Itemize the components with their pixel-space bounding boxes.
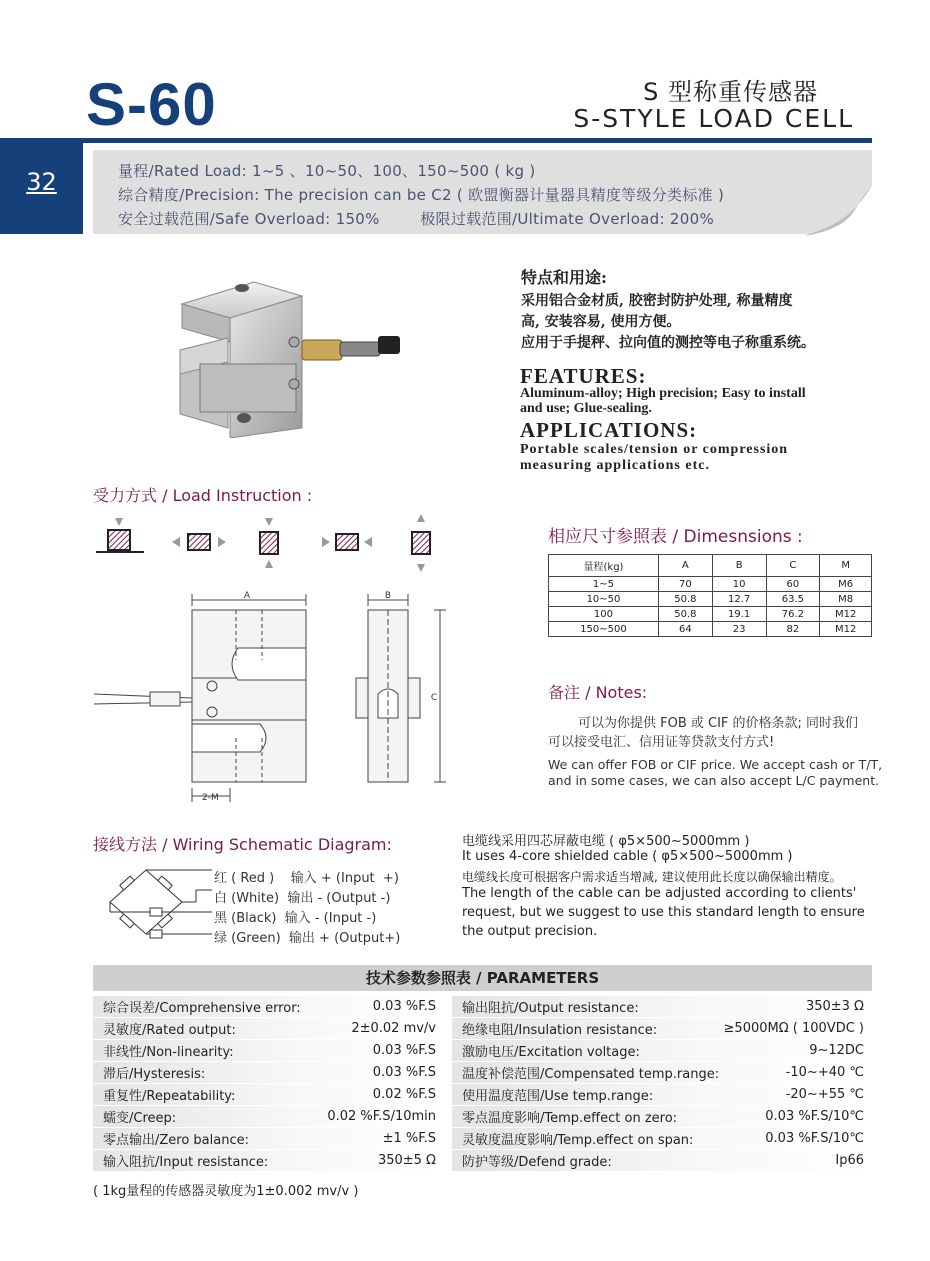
model-title: S-60: [86, 71, 217, 138]
parameter-row: [93, 1128, 444, 1150]
table-cell: M12: [820, 607, 872, 622]
parameter-row: [452, 1150, 872, 1172]
parameter-value: -10~+40 ℃: [785, 1065, 864, 1080]
dimension-label-a: A: [243, 591, 251, 601]
parameter-label: 输入阻抗/Input resistance:: [103, 1155, 269, 1170]
table-cell: 12.7: [712, 592, 766, 607]
notes-en-line: and in some cases, we can also accept L/C payment.: [548, 773, 880, 788]
notes-cn-line: 可以为你提供 FOB 或 CIF 的价格条款; 同时我们: [578, 716, 859, 731]
parameter-value: 350±5 Ω: [377, 1153, 436, 1168]
parameter-value: 0.03 %F.S: [372, 999, 436, 1014]
parameter-value: 9~12DC: [809, 1043, 864, 1058]
dimension-label-2m: 2-M: [202, 793, 219, 803]
parameter-label: 输出阻抗/Output resistance:: [462, 1001, 639, 1016]
parameter-label: 使用温度范围/Use temp.range:: [462, 1089, 654, 1104]
notes-caption: 备注 / Notes:: [548, 683, 648, 702]
parameter-row: [93, 1084, 444, 1106]
load-instruction-caption: 受力方式 / Load Instruction :: [93, 486, 313, 505]
parameter-label: 灵敏度温度影响/Temp.effect on span:: [462, 1133, 694, 1148]
parameter-row: [93, 1062, 444, 1084]
table-row: [549, 577, 872, 592]
parameter-row: [452, 1062, 872, 1084]
features-line: and use; Glue-sealing.: [520, 401, 652, 416]
parameter-label: 绝缘电阻/Insulation resistance:: [462, 1023, 658, 1038]
parameter-row: [93, 1150, 444, 1172]
applications-line: measuring applications etc.: [520, 458, 710, 473]
parameter-row: [93, 996, 444, 1018]
table-header: B: [712, 555, 766, 577]
table-row: [549, 607, 872, 622]
features-line-cn: 应用于手提秤、拉向值的测控等电子称重系统。: [521, 335, 815, 351]
table-cell: 100: [549, 607, 659, 622]
table-cell: 19.1: [712, 607, 766, 622]
parameter-value: ±1 %F.S: [382, 1131, 436, 1146]
parameter-value: 0.02 %F.S/10min: [327, 1109, 436, 1124]
table-cell: 10: [712, 577, 766, 592]
applications-line: Portable scales/tension or compression: [520, 442, 789, 457]
table-cell: 10~50: [549, 592, 659, 607]
table-header: A: [658, 555, 712, 577]
table-cell: 63.5: [766, 592, 820, 607]
page-curl-decoration: [804, 186, 872, 236]
wiring-bridge-diagram: [100, 860, 212, 944]
table-row: [549, 592, 872, 607]
parameter-value: 0.03 %F.S/10℃: [765, 1109, 864, 1124]
table-cell: 60: [766, 577, 820, 592]
vertical-tension-icon: [412, 514, 430, 572]
parameter-label: 重复性/Repeatability:: [103, 1089, 236, 1104]
parameter-label: 灵敏度/Rated output:: [103, 1023, 236, 1038]
parameter-row: [452, 1084, 872, 1106]
table-cell: 64: [658, 622, 712, 637]
parameter-value: -20~+55 ℃: [785, 1087, 864, 1102]
parameter-label: 防护等级/Defend grade:: [462, 1155, 612, 1170]
table-cell: 82: [766, 622, 820, 637]
features-line-cn: 高, 安装容易, 使用方便。: [521, 314, 681, 330]
parameters-left-column: [93, 996, 444, 1172]
parameter-label: 蠕变/Creep:: [103, 1111, 177, 1126]
dimensions-table: [548, 554, 872, 637]
lateral-tension-icon: [172, 534, 226, 550]
parameter-row: [93, 1018, 444, 1040]
parameter-label: 非线性/Non-linearity:: [103, 1045, 234, 1060]
parameter-label: 零点温度影响/Temp.effect on zero:: [462, 1111, 678, 1126]
table-header-row: [549, 555, 872, 577]
product-title-en: S-STYLE LOAD CELL: [573, 104, 854, 133]
parameter-label: 综合误差/Comprehensive error:: [103, 1001, 301, 1016]
notes-en-line: We can offer FOB or CIF price. We accept cash or T/T,: [548, 757, 883, 772]
table-cell: M12: [820, 622, 872, 637]
cable-line: It uses 4-core shielded cable ( φ5×500~5000mm ): [462, 849, 793, 864]
parameter-label: 零点输出/Zero balance:: [103, 1133, 249, 1148]
spec-precision: 综合精度/Precision: The precision can be C2 ( 欧盟衡器计量器具精度等级分类标准 ): [118, 186, 725, 204]
dimensions-caption: 相应尺寸参照表 / Dimesnsions :: [548, 527, 803, 547]
header-rule: [83, 138, 872, 143]
parameter-value: 2±0.02 mv/v: [351, 1021, 436, 1036]
parameter-value: ≥5000MΩ ( 100VDC ): [723, 1021, 864, 1036]
parameter-row: [452, 996, 872, 1018]
parameters-right-column: [452, 996, 872, 1172]
wire-black-label: 黑 (Black) 输入 - (Input -): [214, 911, 377, 926]
table-cell: 23: [712, 622, 766, 637]
product-title-cn: S 型称重传感器: [643, 78, 818, 106]
parameter-row: [93, 1040, 444, 1062]
product-photo: [170, 278, 410, 438]
table-cell: 50.8: [658, 592, 712, 607]
parameter-value: 0.03 %F.S: [372, 1043, 436, 1058]
features-heading: FEATURES:: [520, 364, 647, 388]
parameter-value: 0.03 %F.S/10℃: [765, 1131, 864, 1146]
compression-icon: [96, 518, 144, 552]
table-cell: 76.2: [766, 607, 820, 622]
wire-white-label: 白 (White) 输出 - (Output -): [214, 891, 391, 906]
dimension-label-b: B: [384, 591, 392, 601]
table-cell: M6: [820, 577, 872, 592]
wiring-caption: 接线方法 / Wiring Schematic Diagram:: [93, 835, 392, 854]
spec-rated-load: 量程/Rated Load: 1~5 、10~50、100、150~500 ( kg ): [118, 162, 536, 180]
wire-green-label: 绿 (Green) 输出 + (Output+): [214, 931, 401, 946]
table-cell: 70: [658, 577, 712, 592]
features-line-cn: 采用铝合金材质, 胶密封防护处理, 称量精度: [521, 293, 793, 309]
cable-line: 电缆线采用四芯屏蔽电缆 ( φ5×500~5000mm ): [462, 834, 750, 849]
table-row: [549, 622, 872, 637]
table-cell: 150~500: [549, 622, 659, 637]
parameter-value: 350±3 Ω: [805, 999, 864, 1014]
cable-line: The length of the cable can be adjusted according to clients': [462, 886, 857, 901]
parameter-row: [452, 1040, 872, 1062]
parameter-label: 温度补偿范围/Compensated temp.range:: [462, 1067, 720, 1082]
lateral-compression-icon: [322, 534, 372, 550]
table-header: 量程(kg): [549, 555, 659, 577]
parameter-row: [93, 1106, 444, 1128]
cable-line: request, but we suggest to use this standard length to ensure: [462, 905, 865, 920]
parameter-row: [452, 1106, 872, 1128]
parameter-value: Ip66: [835, 1153, 864, 1168]
table-cell: 1~5: [549, 577, 659, 592]
parameter-row: [452, 1018, 872, 1040]
parameters-title: 技术参数参照表 / PARAMETERS: [93, 965, 872, 991]
table-header: M: [820, 555, 872, 577]
page-number: 32: [26, 168, 57, 196]
features-line: Aluminum-alloy; High precision; Easy to install: [520, 386, 806, 401]
parameter-value: 0.02 %F.S: [372, 1087, 436, 1102]
parameter-label: 滞后/Hysteresis:: [103, 1067, 206, 1082]
technical-drawing: [90, 588, 460, 804]
cable-line: the output precision.: [462, 924, 598, 939]
parameters-footnote: ( 1kg量程的传感器灵敏度为1±0.002 mv/v ): [93, 1184, 359, 1199]
vertical-compression-icon: [260, 518, 278, 568]
table-header: C: [766, 555, 820, 577]
wire-red-label: 红 ( Red ) 输入 + (Input +): [214, 871, 399, 886]
table-cell: M8: [820, 592, 872, 607]
parameter-row: [452, 1128, 872, 1150]
table-cell: 50.8: [658, 607, 712, 622]
dimension-label-c: C: [430, 693, 438, 703]
load-direction-diagrams: [90, 510, 450, 574]
applications-heading: APPLICATIONS:: [520, 418, 698, 442]
notes-cn-line: 可以接受电汇、信用证等贷款支付方式!: [548, 735, 775, 750]
cable-line: 电缆线长度可根据客户需求适当增减, 建议使用此长度以确保输出精度。: [462, 870, 842, 884]
parameter-value: 0.03 %F.S: [372, 1065, 436, 1080]
features-heading-cn: 特点和用途:: [521, 268, 607, 287]
parameter-label: 激励电压/Excitation voltage:: [462, 1045, 640, 1060]
spec-overload: 安全过载范围/Safe Overload: 150% 极限过载范围/Ultimate Overload: 200%: [118, 210, 715, 228]
